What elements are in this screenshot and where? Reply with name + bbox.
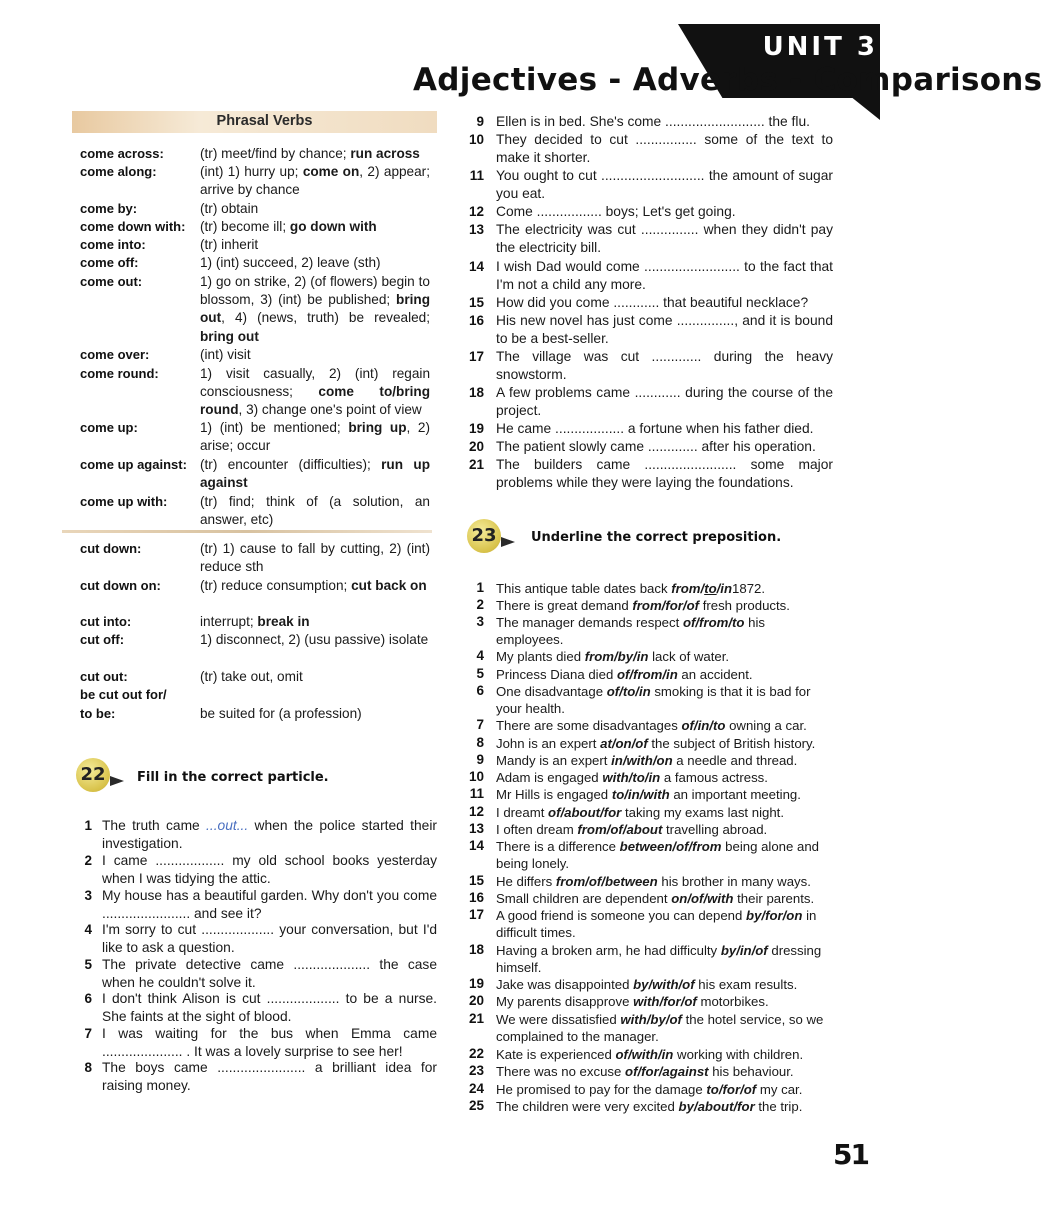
phrasal-verb-term: come up: (80, 420, 138, 435)
phrasal-verb-term: cut into: (80, 614, 132, 629)
exercise-22-item-number: 7 (84, 1026, 92, 1041)
exercise-22-item-text: The private detective came .................... the case when he couldn't solve it. (102, 957, 437, 990)
phrasal-verb-definition: (tr) meet/find by chance; run across (200, 146, 420, 161)
exercise-23-item-number: 14 (468, 838, 484, 853)
exercise-22-item-number: 17 (468, 349, 484, 364)
phrasal-verb-term: come up against: (80, 457, 187, 472)
exercise-23-item-text: A good friend is someone you can depend by/for/on in difficult times. (496, 908, 817, 940)
exercise-22-item-text: I was waiting for the bus when Emma came ..................... . It was a lovely surprise to see her! (102, 1026, 437, 1059)
phrasal-verb-definition: (tr) find; think of (a solution, an answer, etc) (200, 494, 430, 528)
exercise-22-item-text: Come ................. boys; Let's get going. (496, 204, 736, 219)
phrasal-verb-definition: (int) visit (200, 347, 251, 362)
exercise-23-item-text: I dreamt of/about/for taking my exams last night. (496, 805, 785, 820)
exercise-23-item-text: I often dream from/of/about travelling abroad. (496, 822, 768, 837)
exercise-23-item-text: There was no excuse of/for/against his behaviour. (496, 1064, 794, 1079)
exercise-23-item-number: 20 (468, 993, 484, 1008)
exercise-22-item-text: The electricity was cut ............... when they didn't pay the electricity bill. (496, 222, 833, 255)
exercise-22-item-number: 13 (468, 222, 484, 237)
exercise-23-item-text: One disadvantage of/to/in smoking is that it is bad for your health. (496, 684, 811, 716)
exercise-22-item-number: 19 (468, 421, 484, 436)
exercise-23-item-text: There is great demand from/for/of fresh products. (496, 598, 790, 613)
exercise-22-item-text: The truth came ...out... when the police started their investigation. (102, 818, 437, 851)
exercise-23-item-text: My parents disapprove with/for/of motorbikes. (496, 994, 769, 1009)
exercise-23-instruction: Underline the correct preposition. (531, 530, 782, 545)
phrasal-verb-term: cut off: (80, 632, 125, 647)
exercise-22-badge: 22 (76, 758, 110, 792)
exercise-22-item-number: 21 (468, 457, 484, 472)
exercise-23-item-number: 19 (468, 976, 484, 991)
unit-label: UNIT 3 (762, 32, 878, 62)
exercise-22-item-text: How did you come ............ that beautiful necklace? (496, 295, 809, 310)
exercise-22-item-text: His new novel has just come ..............., and it is bound to be a best-seller. (496, 313, 833, 346)
exercise-22-item-text: He came .................. a fortune when his father died. (496, 421, 814, 436)
phrasal-verb-term: cut out: (80, 669, 128, 684)
exercise-22-item-text: The boys came ....................... a brilliant idea for raising money. (102, 1060, 437, 1093)
exercise-23-item-number: 18 (468, 942, 484, 957)
exercise-22-item-number: 10 (468, 132, 484, 147)
phrasal-verb-term: come out: (80, 274, 143, 289)
exercise-23-item-number: 15 (468, 873, 484, 888)
exercise-22-item-number: 11 (469, 168, 484, 183)
exercise-23-item-number: 12 (468, 804, 484, 819)
exercise-22-item-text: A few problems came ............ during the course of the project. (496, 385, 833, 418)
exercise-23-item-text: Kate is experienced of/with/in working with children. (496, 1047, 804, 1062)
exercise-23-item-number: 3 (476, 614, 484, 629)
exercise-22-item-number: 16 (468, 313, 484, 328)
phrasal-verbs-divider (62, 530, 432, 533)
phrasal-verb-term: come over: (80, 347, 150, 362)
exercise-23-item-text: Having a broken arm, he had difficulty by/in/of dressing himself. (496, 943, 822, 975)
exercise-22-item-text: You ought to cut ........................... the amount of sugar you eat. (496, 168, 833, 201)
phrasal-verb-definition: (int) 1) hurry up; come on, 2) appear; arrive by chance (200, 164, 430, 198)
phrasal-verb-definition: 1) visit casually, 2) (int) regain consciousness; come to/bring round, 3) change one's point of view (200, 366, 430, 418)
exercise-23-item-number: 1 (476, 580, 484, 595)
exercise-23-badge-pointer (501, 537, 515, 547)
exercise-22-item-text: My house has a beautiful garden. Why don't you come ....................... and see it? (102, 888, 437, 921)
exercise-22-item-number: 1 (84, 818, 92, 833)
unit-banner-tail (850, 96, 880, 120)
exercise-23-item-number: 2 (476, 597, 484, 612)
phrasal-verb-definition: (tr) reduce consumption; cut back on (200, 578, 427, 593)
exercise-23-item-text: Small children are dependent on/of/with their parents. (496, 891, 815, 906)
phrasal-verbs-title: Phrasal Verbs (216, 113, 313, 129)
exercise-22-item-number: 3 (84, 888, 92, 903)
exercise-22-item-number: 8 (84, 1060, 92, 1075)
phrasal-verb-term: come across: (80, 146, 164, 161)
exercise-23-item-number: 8 (476, 735, 484, 750)
exercise-22-item-number: 14 (468, 259, 484, 274)
exercise-22-item-number: 2 (84, 853, 92, 868)
phrasal-verb-definition: (tr) become ill; go down with (200, 219, 377, 234)
exercise-22-item-number: 18 (468, 385, 484, 400)
exercise-23-item-text: He differs from/of/between his brother in many ways. (496, 874, 811, 889)
phrasal-verb-definition: interrupt; break in (200, 614, 310, 629)
phrasal-verb-term: come off: (80, 255, 139, 270)
exercise-23-item-number: 13 (468, 821, 484, 836)
exercise-23-item-number: 5 (476, 666, 484, 681)
exercise-22-item-text: I wish Dad would come ......................... to the fact that I'm not a child any more. (496, 259, 833, 292)
page-title: Adjectives - Adverbs - Comparisons (413, 62, 1042, 98)
phrasal-verb-definition: (tr) obtain (200, 201, 259, 216)
phrasal-verb-definition: 1) (int) be mentioned; bring up, 2) arise; occur (200, 420, 431, 454)
exercise-22-item-text: The patient slowly came ............. after his operation. (496, 439, 816, 454)
exercise-23-item-number: 17 (468, 907, 484, 922)
phrasal-verb-term: come along: (80, 164, 157, 179)
exercise-23-item-text: Mr Hills is engaged to/in/with an important meeting. (496, 787, 801, 802)
exercise-23-item-text: Jake was disappointed by/with/of his exam results. (496, 977, 798, 992)
phrasal-verb-definition: 1) disconnect, 2) (usu passive) isolate (200, 632, 429, 647)
exercise-22-badge-pointer (110, 776, 124, 786)
exercise-22-instruction: Fill in the correct particle. (137, 770, 329, 785)
phrasal-verb-term: come up with: (80, 494, 168, 509)
exercise-23-item-number: 24 (468, 1081, 484, 1096)
exercise-22-item-number: 9 (476, 114, 484, 129)
phrasal-verb-definition: (tr) encounter (difficulties); run up against (200, 457, 430, 491)
phrasal-verb-term: be cut out for/ (80, 687, 167, 702)
exercise-23-item-number: 6 (476, 683, 484, 698)
exercise-23-item-text: There is a difference between/of/from being alone and being lonely. (496, 839, 820, 871)
phrasal-verb-term: come into: (80, 237, 146, 252)
exercise-23-item-number: 25 (468, 1098, 484, 1113)
exercise-23-item-number: 16 (468, 890, 484, 905)
page-number: 51 (833, 1138, 868, 1171)
exercise-22-item-text: The village was cut ............. during the heavy snowstorm. (496, 349, 833, 382)
phrasal-verb-definition: (tr) inherit (200, 237, 259, 252)
exercise-22-item-text: I don't think Alison is cut ................... to be a nurse. She faints at the sight of blood. (102, 991, 437, 1024)
exercise-23-item-number: 7 (476, 717, 484, 732)
exercise-22-item-text: Ellen is in bed. She's come .......................... the flu. (496, 114, 810, 129)
exercise-23-item-text: We were dissatisfied with/by/of the hotel service, so we complained to the manager. (496, 1012, 824, 1044)
exercise-23-item-text: The manager demands respect of/from/to his employees. (496, 615, 765, 647)
exercise-23-item-number: 21 (468, 1011, 484, 1026)
phrasal-verb-term: to be: (80, 706, 116, 721)
phrasal-verb-definition: (tr) 1) cause to fall by cutting, 2) (int) reduce sth (200, 541, 430, 575)
exercise-22-item-number: 12 (468, 204, 484, 219)
exercise-23-item-text: He promised to pay for the damage to/for/of my car. (496, 1082, 803, 1097)
phrasal-verb-definition: 1) (int) succeed, 2) leave (sth) (200, 255, 381, 270)
exercise-22-item-number: 5 (84, 957, 92, 972)
phrasal-verb-term: come by: (80, 201, 138, 216)
exercise-23-badge: 23 (467, 519, 501, 553)
exercise-23-item-number: 4 (476, 648, 484, 663)
exercise-23-item-text: Princess Diana died of/from/in an accident. (496, 667, 753, 682)
exercise-23-item-text: The children were very excited by/about/for the trip. (496, 1099, 803, 1114)
phrasal-verb-term: cut down on: (80, 578, 161, 593)
exercise-23-item-text: John is an expert at/on/of the subject of British history. (496, 736, 816, 751)
exercise-23-item-number: 9 (476, 752, 484, 767)
exercise-23-item-number: 11 (469, 786, 484, 801)
exercise-22-item-text: They decided to cut ................ some of the text to make it shorter. (496, 132, 833, 165)
phrasal-verb-definition: (tr) take out, omit (200, 669, 303, 684)
exercise-22-item-number: 20 (468, 439, 484, 454)
exercise-23-item-text: Adam is engaged with/to/in a famous actress. (496, 770, 768, 785)
exercise-22-item-number: 4 (84, 922, 92, 937)
exercise-22-item-text: The builders came ........................ some major problems while they were laying the foundations. (496, 457, 833, 490)
phrasal-verb-definition: 1) go on strike, 2) (of flowers) begin to blossom, 3) (int) be published; bring out, 4) (news, truth) be revealed; bring out (200, 274, 430, 344)
exercise-22-item-text: I'm sorry to cut ................... your conversation, but I'd like to ask a question. (102, 922, 437, 955)
exercise-22-item-number: 6 (84, 991, 92, 1006)
phrasal-verb-term: come down with: (80, 219, 186, 234)
exercise-23-item-number: 22 (468, 1046, 484, 1061)
exercise-23-item-text: This antique table dates back from/to/in1872. (496, 581, 766, 596)
phrasal-verb-term: come round: (80, 366, 159, 381)
exercise-23-item-number: 23 (468, 1063, 484, 1078)
exercise-23-item-text: My plants died from/by/in lack of water. (496, 649, 730, 664)
phrasal-verb-term: cut down: (80, 541, 142, 556)
exercise-22-item-number: 15 (468, 295, 484, 310)
exercise-23-item-text: Mandy is an expert in/with/on a needle and thread. (496, 753, 798, 768)
phrasal-verb-definition: be suited for (a profession) (200, 706, 362, 721)
exercise-23-item-number: 10 (468, 769, 484, 784)
exercise-22-item-text: I came .................. my old school books yesterday when I was tidying the attic. (102, 853, 437, 886)
exercise-23-item-text: There are some disadvantages of/in/to owning a car. (496, 718, 807, 733)
